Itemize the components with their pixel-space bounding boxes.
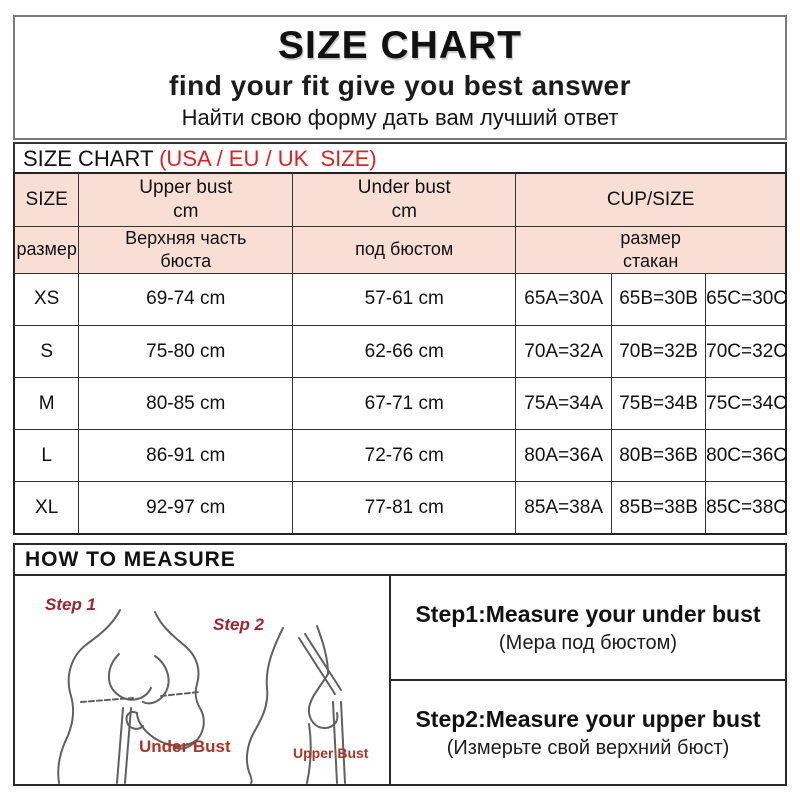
table-header-row-ru (14, 226, 786, 273)
measure-steps-panel (391, 576, 785, 784)
cell-size: M (14, 378, 79, 430)
cell-cup-c: 75C=34C (706, 378, 786, 430)
banner (13, 15, 787, 140)
cell-upper: 69-74 cm (79, 273, 293, 325)
cell-cup-b: 85B=38B (612, 482, 706, 534)
header-under-bust: Under bust cm (293, 173, 516, 226)
cell-cup-c: 80C=36C (706, 430, 786, 482)
cell-cup-b: 65B=30B (612, 273, 706, 325)
table-row-m (14, 378, 786, 430)
page-title: SIZE CHART (278, 24, 522, 67)
table-row-l (14, 430, 786, 482)
table-title-bar (13, 142, 787, 174)
banner-subtitle-en: find your fit give you best answer (169, 70, 631, 101)
step1-subtitle-ru: (Мера под бюстом) (498, 631, 678, 654)
cell-cup-c: 65C=30C (706, 273, 786, 325)
cell-under: 67-71 cm (293, 378, 516, 430)
cell-upper: 80-85 cm (79, 378, 293, 430)
cell-cup-a: 75A=34A (516, 378, 612, 430)
how-to-measure-content (15, 576, 785, 784)
cell-cup-b: 75B=34B (612, 378, 706, 430)
header-size-ru: размер (14, 226, 79, 273)
table-title-region: (USA / EU / UK SIZE) (159, 146, 377, 171)
cell-cup-b: 80B=36B (612, 430, 706, 482)
cell-cup-c: 85C=38C (706, 482, 786, 534)
table-row-xs (14, 273, 786, 325)
how-to-measure-box (13, 543, 787, 786)
step2-title: Step2:Measure your upper bust (415, 705, 761, 732)
table-title-main: SIZE CHART (23, 146, 160, 171)
header-upper-bust-ru: Верхняя часть бюста (79, 226, 293, 273)
upper-bust-label: Upper Bust (293, 745, 369, 761)
measure-step-2 (391, 681, 785, 784)
table-header-row-en (14, 173, 786, 226)
step1-title: Step1:Measure your under bust (415, 600, 761, 627)
measure-step-1 (391, 576, 785, 681)
size-table-wrap (13, 172, 787, 535)
table-row-xl (14, 482, 786, 534)
cell-cup-c: 70C=32C (706, 325, 786, 377)
cell-under: 72-76 cm (293, 430, 516, 482)
cell-cup-a: 85A=38A (516, 482, 612, 534)
cell-upper: 75-80 cm (79, 325, 293, 377)
cell-under: 77-81 cm (293, 482, 516, 534)
cell-size: S (14, 325, 79, 377)
cell-under: 62-66 cm (293, 325, 516, 377)
cell-size: XS (14, 273, 79, 325)
cell-cup-a: 80A=36A (516, 430, 612, 482)
cell-size: XL (14, 482, 79, 534)
header-size: SIZE (14, 173, 79, 226)
cell-under: 57-61 cm (293, 273, 516, 325)
how-to-measure-heading: HOW TO MEASURE (15, 545, 785, 576)
banner-subtitle-ru: Найти свою форму дать вам лучший ответ (181, 105, 619, 130)
step1-figure-label: Step 1 (45, 595, 97, 614)
table-row-s (14, 325, 786, 377)
measurement-illustration-panel (15, 576, 391, 784)
cell-cup-a: 70A=32A (516, 325, 612, 377)
step2-figure-label: Step 2 (213, 615, 265, 634)
header-cup-size-ru: размер стакан (516, 226, 786, 273)
under-bust-label: Under Bust (139, 737, 231, 756)
step2-subtitle-ru: (Измерьте свой верхний бюст) (446, 736, 730, 759)
header-under-bust-ru: под бюстом (293, 226, 516, 273)
cell-upper: 86-91 cm (79, 430, 293, 482)
size-table (13, 172, 787, 535)
cell-upper: 92-97 cm (79, 482, 293, 534)
cell-cup-b: 70B=32B (612, 325, 706, 377)
header-upper-bust: Upper bust cm (79, 173, 293, 226)
cell-cup-a: 65A=30A (516, 273, 612, 325)
header-cup-size: CUP/SIZE (516, 173, 786, 226)
cell-size: L (14, 430, 79, 482)
